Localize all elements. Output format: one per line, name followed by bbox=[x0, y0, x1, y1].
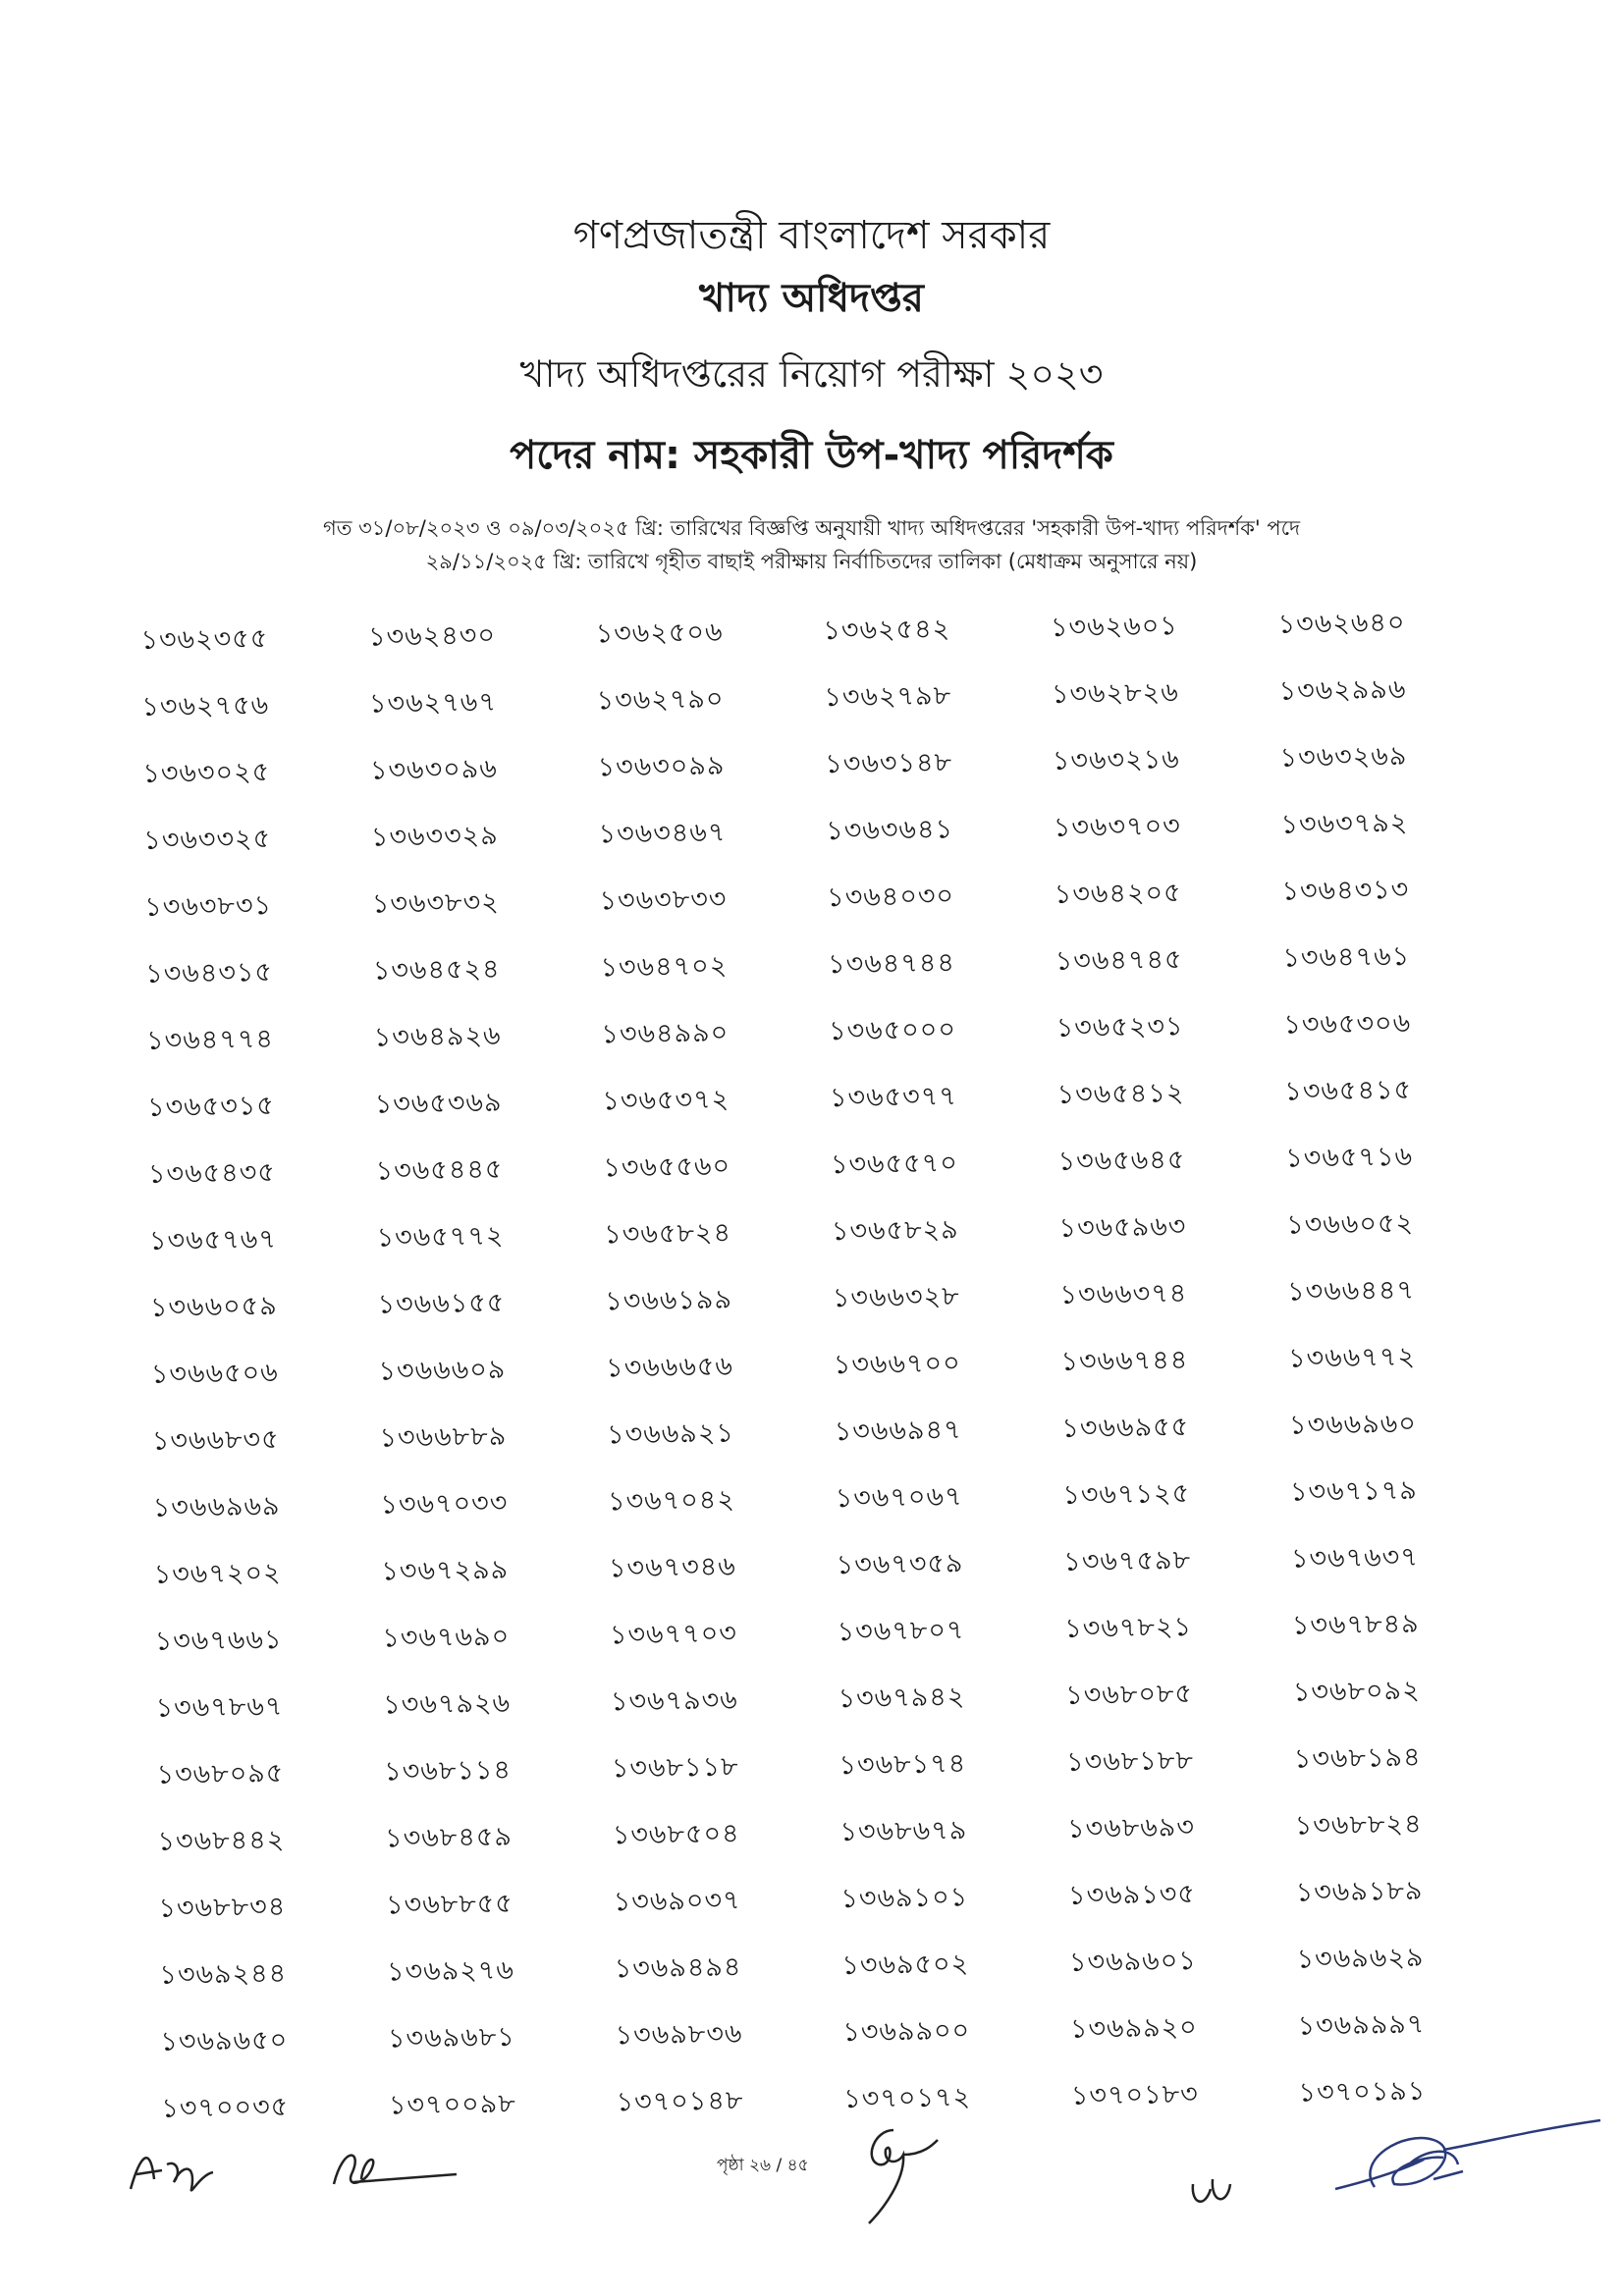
roll-number-cell: ১৩৬৯২৪৪ bbox=[159, 1957, 288, 1991]
roll-number-cell: ১৩৬৩৭০৩ bbox=[1053, 810, 1181, 843]
roll-number-cell: ১৩৬৫৪১৫ bbox=[1284, 1074, 1413, 1107]
roll-number-cell: ১৩৬৫৪৩৫ bbox=[147, 1156, 276, 1190]
roll-number-cell: ১৩৬৬৫০৬ bbox=[150, 1357, 279, 1390]
roll-number-cell: ১৩৬৭৬৯০ bbox=[382, 1621, 511, 1654]
roll-number-cell: ১৩৭০০৩৫ bbox=[161, 2091, 290, 2124]
roll-number-cell: ১৩৬৪৭৬১ bbox=[1282, 940, 1411, 974]
roll-number-cell: ১৩৬৩৩২৯ bbox=[370, 820, 499, 853]
roll-number-cell: ১৩৬৪৯২৬ bbox=[373, 1020, 502, 1053]
roll-number-cell: ১৩৬৬৭০০ bbox=[833, 1347, 961, 1380]
roll-number-cell: ১৩৭০০৯৮ bbox=[388, 2088, 516, 2121]
roll-number-cell: ১৩৬৪৭৪৫ bbox=[1055, 943, 1183, 977]
roll-number-cell: ১৩৬৩৮৩১ bbox=[144, 889, 273, 923]
roll-number-cell: ১৩৬৩৬৪১ bbox=[826, 813, 954, 846]
roll-number-cell: ১৩৬৬১৯৯ bbox=[605, 1284, 733, 1316]
roll-number-cell: ১৩৬৮৬৭৯ bbox=[839, 1814, 968, 1847]
notice-line-1: গত ৩১/০৮/২০২৩ ও ০৯/০৩/২০২৫ খ্রি: তারিখের বিজ্ঞপ্তি অনুযায়ী খাদ্য অধিদপ্তরের 'সহকারী উপ-খাদ্য পরিদর্শক' পদে bbox=[322, 516, 1301, 540]
roll-number-cell: ১৩৬৩১৪৮ bbox=[825, 746, 953, 779]
roll-number-cell: ১৩৬৯০৩৭ bbox=[613, 1884, 741, 1917]
roll-number-cell: ১৩৬৮১৮৮ bbox=[1065, 1744, 1195, 1778]
roll-number-cell: ১৩৬৮০৯২ bbox=[1292, 1675, 1421, 1708]
signature-1 bbox=[123, 2135, 231, 2204]
roll-number-cell: ১৩৬৬১৫৫ bbox=[377, 1287, 506, 1320]
roll-number-cell: ১৩৬৬৯৬৯ bbox=[152, 1490, 281, 1523]
roll-number-cell: ১৩৬২৫০৬ bbox=[595, 616, 724, 649]
roll-number-cell: ১৩৬৯৪৯৪ bbox=[614, 1950, 742, 1984]
roll-number-cell: ১৩৬৩০৯৯ bbox=[597, 750, 726, 782]
roll-number-cell: ১৩৬৭১২৫ bbox=[1062, 1477, 1191, 1511]
roll-number-cell: ১৩৬৭৫৯৮ bbox=[1063, 1544, 1192, 1577]
roll-number-cell: ১৩৬৬৯৪৭ bbox=[834, 1414, 962, 1447]
roll-number-cell: ১৩৬৮৮৩৪ bbox=[158, 1891, 287, 1924]
roll-number-cell: ১৩৬৭২০২ bbox=[153, 1557, 282, 1590]
roll-number-cell: ১৩৬৯১০১ bbox=[840, 1881, 969, 1914]
government-name: গণপ্রজাতন্ত্রী বাংলাদেশ সরকার bbox=[572, 213, 1051, 258]
roll-number-cell: ১৩৬৬৩৭৪ bbox=[1059, 1277, 1188, 1310]
roll-number-cell: ১৩৬৩২৬৯ bbox=[1279, 740, 1408, 774]
roll-number-cell: ১৩৬৮১১৮ bbox=[611, 1750, 739, 1784]
roll-number-cell: ১৩৬২৩৫৫ bbox=[140, 622, 269, 656]
roll-number-cell: ১৩৬৩০৯৬ bbox=[369, 753, 499, 786]
roll-number-cell: ১৩৬৫২৩১ bbox=[1055, 1010, 1184, 1043]
roll-number-cell: ১৩৬৪২০৫ bbox=[1054, 877, 1182, 910]
roll-number-cell: ১৩৬৪৭৪৪ bbox=[827, 946, 956, 980]
roll-number-cell: ১৩৬৭০৩৩ bbox=[380, 1487, 509, 1521]
roll-number-cell: ১৩৬৮৮২৪ bbox=[1294, 1808, 1423, 1842]
roll-number-cell: ১৩৬৭৮০৭ bbox=[837, 1614, 965, 1647]
department-name: খাদ্য অধিদপ্তর bbox=[699, 276, 924, 321]
signature-5 bbox=[1316, 2110, 1610, 2218]
roll-number-cell: ১৩৬৫৩১৫ bbox=[146, 1090, 276, 1123]
roll-number-cell: ১৩৬৭৬৩৭ bbox=[1290, 1541, 1420, 1575]
roll-number-cell: ১৩৬৮১৭৪ bbox=[839, 1747, 967, 1781]
roll-number-cell: ১৩৬৯৯২০ bbox=[1069, 2011, 1198, 2045]
roll-number-cell: ১৩৬৯৬৮১ bbox=[387, 2021, 515, 2055]
roll-number-cell: ১৩৬৩৪৬৭ bbox=[598, 817, 727, 849]
roll-number-cell: ১৩৬৯৬০১ bbox=[1068, 1945, 1198, 1978]
roll-number-cell: ১৩৭০১৭২ bbox=[843, 2081, 972, 2114]
roll-number-cell: ১৩৬৭৩৪৬ bbox=[608, 1551, 737, 1583]
roll-number-cell: ১৩৬৯৯৯৭ bbox=[1297, 2008, 1426, 2042]
roll-number-cell: ১৩৬৫৩৭২ bbox=[602, 1084, 730, 1116]
roll-number-cell: ১৩৬৩০২৫ bbox=[142, 756, 271, 789]
roll-number-cell: ১৩৬৮০৯৫ bbox=[156, 1757, 285, 1790]
roll-number-cell: ১৩৬৬৪৪৭ bbox=[1286, 1274, 1416, 1308]
post-name: পদের নাম: সহকারী উপ-খাদ্য পরিদর্শক bbox=[510, 433, 1113, 478]
roll-number-table bbox=[133, 590, 1519, 2144]
roll-number-cell: ১৩৬৮৪৪২ bbox=[157, 1824, 286, 1857]
roll-number-cell: ১৩৬৭৮৬৭ bbox=[155, 1690, 284, 1724]
roll-number-cell: ১৩৬৮৪৫৯ bbox=[384, 1821, 514, 1854]
roll-number-cell: ১৩৬৫৯৬৩ bbox=[1058, 1210, 1187, 1244]
roll-number-cell: ১৩৬৬৭৪৪ bbox=[1060, 1344, 1189, 1377]
roll-number-cell: ১৩৬৬৮৮৯ bbox=[379, 1420, 508, 1454]
roll-number-cell: ১৩৬২৭৯৮ bbox=[824, 679, 952, 713]
roll-number-cell: ১৩৬৮৬৯৩ bbox=[1066, 1811, 1196, 1844]
roll-number-cell: ১৩৬৬৯২১ bbox=[606, 1417, 735, 1450]
roll-number-cell: ১৩৬৫৫৬০ bbox=[603, 1150, 731, 1183]
roll-number-cell: ১৩৬৪৩১৫ bbox=[144, 956, 274, 989]
roll-number-cell: ১৩৬৯১৮৯ bbox=[1295, 1875, 1424, 1908]
roll-number-cell: ১৩৬২৫৪২ bbox=[823, 613, 951, 646]
roll-number-cell: ১৩৬৯৮৩৬ bbox=[615, 2017, 743, 2051]
roll-number-cell: ১৩৬৪৭০২ bbox=[600, 950, 729, 983]
roll-number-cell: ১৩৬৬৮৩৫ bbox=[151, 1423, 280, 1457]
roll-number-cell: ১৩৬৬৬৫৬ bbox=[605, 1351, 734, 1383]
roll-number-cell: ১৩৬২৪৩০ bbox=[367, 619, 497, 653]
roll-number-cell: ১৩৬৯৬২৯ bbox=[1296, 1942, 1425, 1975]
roll-number-cell: ১৩৬৭৩৫৯ bbox=[836, 1547, 964, 1580]
page-footer bbox=[0, 2115, 1623, 2233]
roll-number-cell: ১৩৭০১৪৮ bbox=[616, 2084, 744, 2117]
roll-number-cell: ১৩৬৪৩১৩ bbox=[1281, 874, 1410, 907]
roll-number-cell: ১৩৬৯২৭৬ bbox=[386, 1954, 515, 1988]
roll-number-cell: ১৩৬৫০০০ bbox=[828, 1013, 957, 1046]
roll-number-cell: ১৩৬৮৮৫৫ bbox=[385, 1888, 514, 1921]
signature-2 bbox=[324, 2135, 461, 2204]
roll-number-cell: ১৩৬৫৩৬৯ bbox=[374, 1087, 503, 1120]
exam-title: খাদ্য অধিদপ্তরের নিয়োগ পরীক্ষা ২০২৩ bbox=[519, 352, 1104, 396]
roll-number-cell: ১৩৬৯৬৫০ bbox=[160, 2024, 289, 2057]
roll-number-cell: ১৩৬৫৭৭২ bbox=[376, 1220, 505, 1254]
roll-number-cell: ১৩৬২৭৫৬ bbox=[141, 689, 270, 722]
roll-number-cell: ১৩৬৭৯২৬ bbox=[383, 1687, 512, 1721]
page-number: পৃষ্ঠা ২৬ / ৪৫ bbox=[717, 2156, 809, 2175]
roll-number-cell: ১৩৬৬৯৬০ bbox=[1288, 1408, 1418, 1441]
roll-number-cell: ১৩৬৫৭৬৭ bbox=[148, 1223, 278, 1256]
roll-number-cell: ১৩৬৬৯৫৫ bbox=[1061, 1411, 1190, 1444]
roll-number-cell: ১৩৬৭০৪২ bbox=[607, 1484, 736, 1517]
roll-number-cell: ১৩৬৫৫৭০ bbox=[830, 1147, 958, 1180]
roll-number-cell: ১৩৬৩৮৩২ bbox=[371, 886, 500, 920]
roll-number-cell: ১৩৭০১৯১ bbox=[1298, 2075, 1427, 2109]
roll-number-cell: ১৩৬৫৪১২ bbox=[1056, 1077, 1185, 1110]
roll-number-cell: ১৩৬৬৬০৯ bbox=[378, 1354, 507, 1387]
roll-number-cell: ১৩৬৪৫২৪ bbox=[372, 953, 501, 987]
roll-number-cell: ১৩৬৫৬৪৫ bbox=[1057, 1144, 1186, 1177]
roll-number-cell: ১৩৬২৭৬৭ bbox=[368, 686, 498, 720]
roll-number-cell: ১৩৬৫৭১৬ bbox=[1285, 1141, 1414, 1174]
roll-number-cell: ১৩৬৬০৫৯ bbox=[149, 1290, 278, 1323]
signature-4 bbox=[1183, 2164, 1242, 2214]
roll-number-cell: ১৩৬৭৯৩৬ bbox=[610, 1683, 738, 1717]
roll-number-cell: ১৩৬৭৬৬১ bbox=[154, 1624, 283, 1657]
roll-number-cell: ১৩৬৩৩২৫ bbox=[143, 823, 272, 856]
roll-number-cell: ১৩৬৪০৩০ bbox=[826, 880, 955, 913]
roll-number-cell: ১৩৬৫৩৭৭ bbox=[829, 1080, 958, 1113]
roll-number-cell: ১৩৬৫৩০৬ bbox=[1283, 1007, 1412, 1041]
roll-number-cell: ১৩৬৫৮২৪ bbox=[604, 1217, 732, 1250]
roll-number-cell: ১৩৭০১৮৩ bbox=[1070, 2078, 1199, 2111]
roll-number-cell: ১৩৬৬০৫২ bbox=[1285, 1207, 1415, 1241]
roll-number-cell: ১৩৬২৯৯৬ bbox=[1278, 673, 1407, 707]
roll-number-cell: ১৩৬২৭৯০ bbox=[596, 683, 725, 716]
roll-number-cell: ১৩৬৩২১৬ bbox=[1052, 743, 1180, 776]
roll-number-cell: ১৩৬৬৭৭২ bbox=[1287, 1341, 1417, 1374]
roll-number-cell: ১৩৬৭৮২১ bbox=[1064, 1611, 1193, 1644]
roll-number-cell: ১৩৬৭১৭৯ bbox=[1289, 1474, 1419, 1508]
roll-number-cell: ১৩৬৬৩২৮ bbox=[832, 1280, 960, 1313]
roll-number-cell: ১৩৬৭২৯৯ bbox=[381, 1554, 510, 1587]
roll-number-cell: ১৩৬৭০৬৭ bbox=[835, 1480, 963, 1514]
roll-number-cell: ১৩৬৭৭০৩ bbox=[609, 1618, 738, 1650]
roll-number-cell: ১৩৬৩৭৯২ bbox=[1280, 807, 1409, 840]
roll-number-cell: ১৩৬৪৭৭৪ bbox=[145, 1023, 275, 1056]
roll-number-cell: ১৩৬২৬৪০ bbox=[1277, 607, 1406, 640]
roll-number-cell: ১৩৬৮১৯৪ bbox=[1293, 1741, 1422, 1775]
roll-number-cell: ১৩৬২৬০১ bbox=[1050, 610, 1179, 643]
roll-number-cell: ১৩৬৭৮৪৯ bbox=[1291, 1608, 1420, 1641]
roll-number-cell: ১৩৬৯১৩৫ bbox=[1067, 1878, 1197, 1911]
roll-number-cell: ১৩৬৯৫০২ bbox=[841, 1948, 970, 1981]
roll-number-cell: ১৩৬৩৮৩৩ bbox=[599, 883, 728, 916]
roll-number-cell: ১৩৬২৮২৬ bbox=[1051, 676, 1179, 710]
roll-number-cell: ১৩৬৭৯৪২ bbox=[838, 1681, 966, 1714]
roll-number-cell: ১৩৬৮৫০৪ bbox=[612, 1817, 740, 1850]
signature-3 bbox=[854, 2120, 943, 2228]
roll-number-cell: ১৩৬৫৮২৯ bbox=[831, 1213, 959, 1247]
roll-number-cell: ১৩৬৮১১৪ bbox=[384, 1754, 513, 1788]
roll-number-cell: ১৩৬৪৯৯০ bbox=[601, 1017, 730, 1049]
roll-number-cell: ১৩৬৯৯০০ bbox=[842, 2014, 971, 2048]
roll-number-cell: ১৩৬৮০৮৫ bbox=[1064, 1678, 1194, 1711]
notice-line-2: ২৯/১১/২০২৫ খ্রি: তারিখে গৃহীত বাছাই পরীক্ষায় নির্বাচিতদের তালিকা (মেধাক্রম অনুসারে নয়) bbox=[425, 550, 1198, 573]
roll-number-cell: ১৩৬৫৪৪৫ bbox=[375, 1153, 504, 1187]
